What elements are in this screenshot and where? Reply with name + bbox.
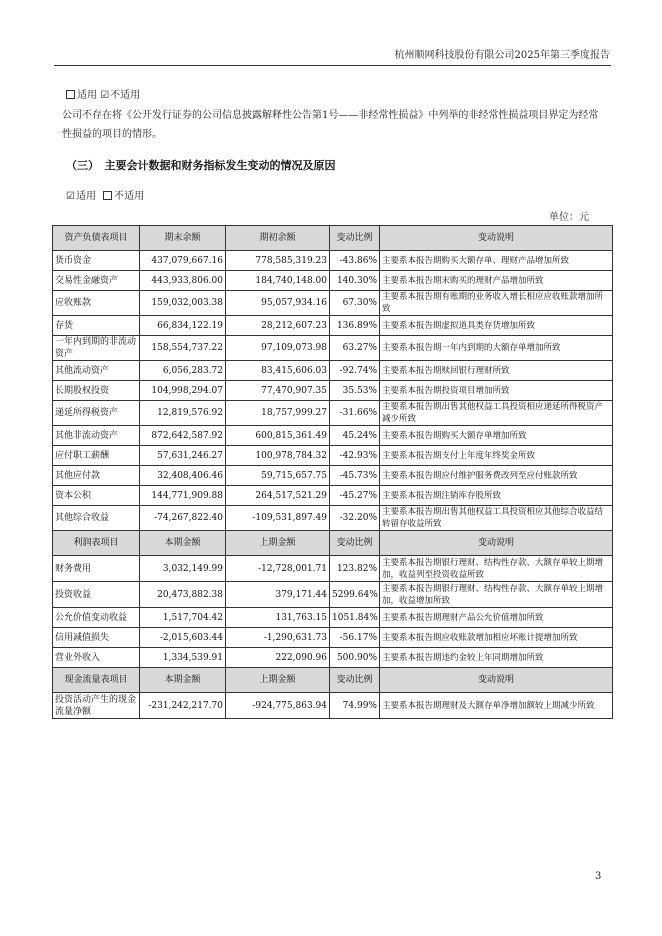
current-amount-cell: 158,554,737.22 xyxy=(140,336,226,361)
current-amount-cell: 32,408,406.46 xyxy=(140,466,226,486)
explanation-cell: 主要系本报告期出售其他权益工具投资相应递延所得税资产减少所致 xyxy=(380,401,613,426)
explanation-cell: 主要系本报告期应付维护服务费改列至应付账款所致 xyxy=(380,466,613,486)
current-amount-cell: 12,819,576.92 xyxy=(140,401,226,426)
prior-amount-cell: 379,171.44 xyxy=(226,582,330,608)
column-header: 变动说明 xyxy=(380,668,613,693)
checked-box-icon[interactable]: ☑ xyxy=(100,90,110,101)
prior-amount-cell: 77,470,907.35 xyxy=(226,381,330,401)
prior-amount-cell: 95,057,934.16 xyxy=(226,291,330,316)
table-row xyxy=(53,506,613,531)
current-amount-cell: -231,242,217.70 xyxy=(140,693,226,719)
prior-amount-cell: 264,517,521.29 xyxy=(226,486,330,506)
change-ratio-cell: -56.17% xyxy=(330,628,380,648)
table-row xyxy=(53,401,613,426)
change-ratio-cell: 67.30% xyxy=(330,291,380,316)
prior-amount-cell: 97,109,073.98 xyxy=(226,336,330,361)
item-cell: 其他应付款 xyxy=(53,466,140,486)
item-cell: 一年内到期的非流动资产 xyxy=(53,336,140,361)
prior-amount-cell: 131,763.15 xyxy=(226,608,330,628)
prior-amount-cell: 600,815,361.49 xyxy=(226,426,330,446)
change-ratio-cell: 500.90% xyxy=(330,648,380,668)
item-cell: 存货 xyxy=(53,316,140,336)
change-ratio-cell: 123.82% xyxy=(330,556,380,582)
explanation-cell: 主要系本报告期有账期的业务收入增长相应应收账款增加所致 xyxy=(380,291,613,316)
financial-changes-table xyxy=(52,225,613,719)
item-cell: 递延所得税资产 xyxy=(53,401,140,426)
change-ratio-cell: -43.86% xyxy=(330,251,380,271)
column-header: 变动比例 xyxy=(330,668,380,693)
table-row xyxy=(53,648,613,668)
column-header: 现金流量表项目 xyxy=(53,668,140,693)
option-not-apply: 不适用 xyxy=(114,191,145,202)
current-amount-cell: 1,517,704.42 xyxy=(140,608,226,628)
current-amount-cell: -74,267,822.40 xyxy=(140,506,226,531)
item-cell: 投资收益 xyxy=(53,582,140,608)
column-header: 变动说明 xyxy=(380,531,613,556)
current-amount-cell: 66,834,122.19 xyxy=(140,316,226,336)
item-cell: 交易性金融资产 xyxy=(53,271,140,291)
table-row xyxy=(53,291,613,316)
page-number: 3 xyxy=(595,871,602,882)
prior-amount-cell: 222,090.96 xyxy=(226,648,330,668)
table-row xyxy=(53,251,613,271)
column-header: 变动比例 xyxy=(330,226,380,251)
prior-amount-cell: 28,212,607.23 xyxy=(226,316,330,336)
column-header: 上期金额 xyxy=(226,531,330,556)
change-ratio-cell: 63.27% xyxy=(330,336,380,361)
explanation-cell: 主要系本报告期一年内到期的大额存单增加所致 xyxy=(380,336,613,361)
current-amount-cell: 159,032,003.38 xyxy=(140,291,226,316)
explanation-cell: 主要系本报告期银行理财、结构性存款、大额存单较上期增加，收益列至投资收益所致 xyxy=(380,556,613,582)
explanation-cell: 主要系本报告期注销库存股所致 xyxy=(380,486,613,506)
explanation-cell: 主要系本报告期理财及大额存单净增加额较上期减少所致 xyxy=(380,693,613,719)
current-amount-cell: 57,631,246.27 xyxy=(140,446,226,466)
current-amount-cell: 443,933,806.00 xyxy=(140,271,226,291)
current-amount-cell: 20,473,882.38 xyxy=(140,582,226,608)
current-amount-cell: 1,334,539.91 xyxy=(140,648,226,668)
balance-header-row xyxy=(53,226,613,251)
prior-amount-cell: 778,585,319.23 xyxy=(226,251,330,271)
explanation-cell: 主要系本报告期虚拟道具类存货增加所致 xyxy=(380,316,613,336)
item-cell: 其他非流动资产 xyxy=(53,426,140,446)
item-cell: 资本公积 xyxy=(53,486,140,506)
unchecked-box-icon[interactable] xyxy=(103,191,112,200)
section-title: （三） 主要会计数据和财务指标发生变动的情况及原因 xyxy=(66,159,336,172)
explanation-cell: 主要系本报告期购买大额存单增加所致 xyxy=(380,426,613,446)
table-row xyxy=(53,608,613,628)
checked-box-icon[interactable]: ☑ xyxy=(66,191,75,202)
change-ratio-cell: -42.93% xyxy=(330,446,380,466)
table-row xyxy=(53,556,613,582)
prior-amount-cell: -12,728,001.71 xyxy=(226,556,330,582)
change-ratio-cell: -45.27% xyxy=(330,486,380,506)
change-ratio-cell: -92.74% xyxy=(330,361,380,381)
table-row xyxy=(53,466,613,486)
change-ratio-cell: 136.89% xyxy=(330,316,380,336)
table-row xyxy=(53,336,613,361)
column-header: 变动比例 xyxy=(330,531,380,556)
column-header: 期初余额 xyxy=(226,226,330,251)
current-amount-cell: 437,079,667.16 xyxy=(140,251,226,271)
explanation-cell: 主要系本报告期末购买的理财产品增加所致 xyxy=(380,271,613,291)
table-row xyxy=(53,271,613,291)
current-amount-cell: 6,056,283.72 xyxy=(140,361,226,381)
current-amount-cell: 144,771,909.88 xyxy=(140,486,226,506)
change-ratio-cell: 1051.84% xyxy=(330,608,380,628)
table-row xyxy=(53,628,613,648)
explanation-cell: 主要系本报告期赎回银行理财所致 xyxy=(380,361,613,381)
item-cell: 应付职工薪酬 xyxy=(53,446,140,466)
column-header: 资产负债表项目 xyxy=(53,226,140,251)
prior-amount-cell: 184,740,148.00 xyxy=(226,271,330,291)
applicability-options-2 xyxy=(66,187,144,202)
item-cell: 其他综合收益 xyxy=(53,506,140,531)
column-header: 上期金额 xyxy=(226,668,330,693)
change-ratio-cell: 140.30% xyxy=(330,271,380,291)
non-recurring-paragraph: 公司不存在将《公开发行证券的公司信息披露解释性公告第1号——非经常性损益》中列举的非经常性损益项目界定为经常性损益的项目的情形。 xyxy=(62,110,599,140)
explanation-cell: 主要系本报告期购买大额存单、理财产品增加所致 xyxy=(380,251,613,271)
table-row xyxy=(53,381,613,401)
explanation-cell: 主要系本报告期违约金较上年同期增加所致 xyxy=(380,648,613,668)
column-header: 利润表项目 xyxy=(53,531,140,556)
item-cell: 其他流动资产 xyxy=(53,361,140,381)
column-header: 变动说明 xyxy=(380,226,613,251)
current-amount-cell: 104,998,294.07 xyxy=(140,381,226,401)
explanation-cell: 主要系本报告期理财产品公允价值增加所致 xyxy=(380,608,613,628)
column-header: 本期金额 xyxy=(140,531,226,556)
item-cell: 营业外收入 xyxy=(53,648,140,668)
current-amount-cell: 3,032,149.99 xyxy=(140,556,226,582)
table-row xyxy=(53,446,613,466)
item-cell: 投资活动产生的现金流量净额 xyxy=(53,693,140,719)
prior-amount-cell: 100,978,784.32 xyxy=(226,446,330,466)
item-cell: 财务费用 xyxy=(53,556,140,582)
header-divider xyxy=(54,65,611,66)
item-cell: 货币资金 xyxy=(53,251,140,271)
prior-amount-cell: 83,415,606.03 xyxy=(226,361,330,381)
prior-amount-cell: -924,775,863.94 xyxy=(226,693,330,719)
table-row xyxy=(53,316,613,336)
change-ratio-cell: -45.73% xyxy=(330,466,380,486)
prior-amount-cell: 59,715,657.75 xyxy=(226,466,330,486)
change-ratio-cell: 5299.64% xyxy=(330,582,380,608)
explanation-cell: 主要系本报告期投资项目增加所致 xyxy=(380,381,613,401)
column-header: 期末余额 xyxy=(140,226,226,251)
item-cell: 信用减值损失 xyxy=(53,628,140,648)
current-amount-cell: -2,015,603.44 xyxy=(140,628,226,648)
change-ratio-cell: 74.99% xyxy=(330,693,380,719)
table-row xyxy=(53,361,613,381)
applicability-options-1 xyxy=(66,86,140,101)
change-ratio-cell: 35.53% xyxy=(330,381,380,401)
explanation-cell: 主要系本报告期应收账款增加相应坏账计提增加所致 xyxy=(380,628,613,648)
table-row xyxy=(53,693,613,719)
option-apply: 适用 xyxy=(75,191,96,202)
cashflow-header-row xyxy=(53,668,613,693)
change-ratio-cell: -32.20% xyxy=(330,506,380,531)
prior-amount-cell: -1,290,631.73 xyxy=(226,628,330,648)
explanation-cell: 主要系本报告期支付上年度年终奖金所致 xyxy=(380,446,613,466)
item-cell: 公允价值变动收益 xyxy=(53,608,140,628)
table-row xyxy=(53,426,613,446)
column-header: 本期金额 xyxy=(140,668,226,693)
explanation-cell: 主要系本报告期出售其他权益工具投资相应其他综合收益结转留存收益所致 xyxy=(380,506,613,531)
option-not-apply: 不适用 xyxy=(110,90,141,101)
option-apply: 适用 xyxy=(77,90,97,101)
unit-label: 单位：元 xyxy=(549,212,589,223)
report-header-title: 杭州顺网科技股份有限公司2025年第三季度报告 xyxy=(394,50,610,61)
table-row xyxy=(53,582,613,608)
explanation-cell: 主要系本报告期银行理财、结构性存款、大额存单较上期增加，收益增加所致 xyxy=(380,582,613,608)
prior-amount-cell: -109,531,897.49 xyxy=(226,506,330,531)
change-ratio-cell: 45.24% xyxy=(330,426,380,446)
item-cell: 应收账款 xyxy=(53,291,140,316)
table-row xyxy=(53,486,613,506)
prior-amount-cell: 18,757,999.27 xyxy=(226,401,330,426)
unchecked-box-icon[interactable] xyxy=(66,90,75,99)
income-header-row xyxy=(53,531,613,556)
item-cell: 长期股权投资 xyxy=(53,381,140,401)
current-amount-cell: 872,642,587.92 xyxy=(140,426,226,446)
change-ratio-cell: -31.66% xyxy=(330,401,380,426)
